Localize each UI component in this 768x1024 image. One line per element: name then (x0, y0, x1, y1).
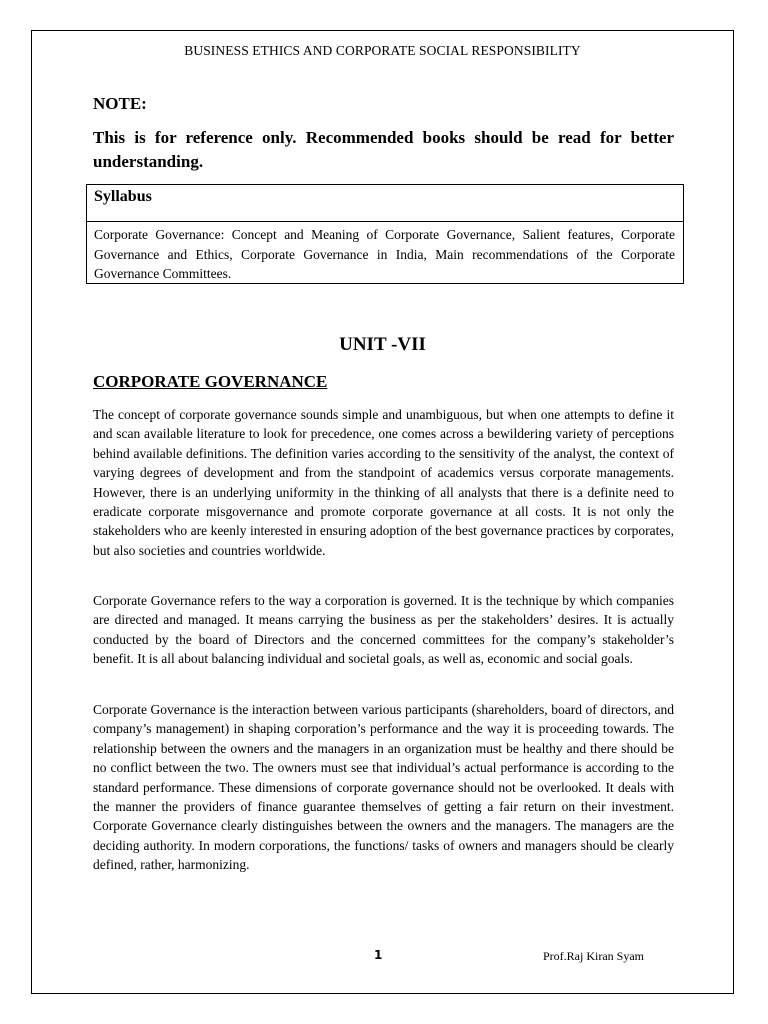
syllabus-box (86, 184, 684, 284)
syllabus-title: Syllabus (87, 185, 683, 222)
section-title: CORPORATE GOVERNANCE (93, 372, 328, 391)
paragraph: Corporate Governance is the interaction between various participants (shareholders, board of directors, and company’s management) in shaping corporation’s performance and the way it is proceeding towards. The relationship between the owners and the managers in an organization must be healthy and there should be no conflict between the two. The owners must see that individual’s actual performance is according to the standard performance. These dimensions of corporate governance should not be overlooked. It deals with the manner the providers of finance guarantee themselves of getting a fair return on their investment. Corporate Governance clearly distinguishes between the owners and the managers. The managers are the deciding authority. In modern corporations, the functions/ tasks of owners and managers should be clearly defined, rather, harmonizing. (93, 702, 674, 873)
paragraph: The concept of corporate governance sounds simple and unambiguous, but when one attempts to define it and scan available literature to look for precedence, one comes across a bewildering variety of perceptions behind available definitions. The definition varies according to the sensitivity of the analyst, the context of varying degrees of development and from the standpoint of academics versus corporate managements. However, there is an underlying uniformity in the thinking of all analysts that there is a definite need to eradicate corporate misgovernance and promote corporate governance at all costs. It is not only the stakeholders who are keenly interested in ensuring adoption of the best governance practices by corporates, but also societies and countries worldwide. (93, 407, 674, 558)
page-number: 1 (374, 948, 383, 962)
document-header: BUSINESS ETHICS AND CORPORATE SOCIAL RESPONSIBILITY (184, 43, 581, 58)
syllabus-text: Corporate Governance: Concept and Meaning of Corporate Governance, Salient features, Corporate Governance and Ethics, Corporate Governance in India, Main recommendations of the Corporate Governance Committees. (94, 227, 675, 281)
unit-title: UNIT -VII (339, 334, 426, 355)
author-name: Prof.Raj Kiran Syam (543, 949, 644, 963)
note-text: This is for reference only. Recommended books should be read for better understanding. (93, 128, 674, 171)
paragraph: Corporate Governance refers to the way a corporation is governed. It is the technique by which companies are directed and managed. It means carrying the business as per the stakeholders’ desires. It is actually conducted by the board of Directors and the concerned committees for the company’s stakeholder’s benefit. It is all about balancing individual and societal goals, as well as, economic and social goals. (93, 593, 674, 667)
note-label: NOTE: (93, 94, 147, 113)
